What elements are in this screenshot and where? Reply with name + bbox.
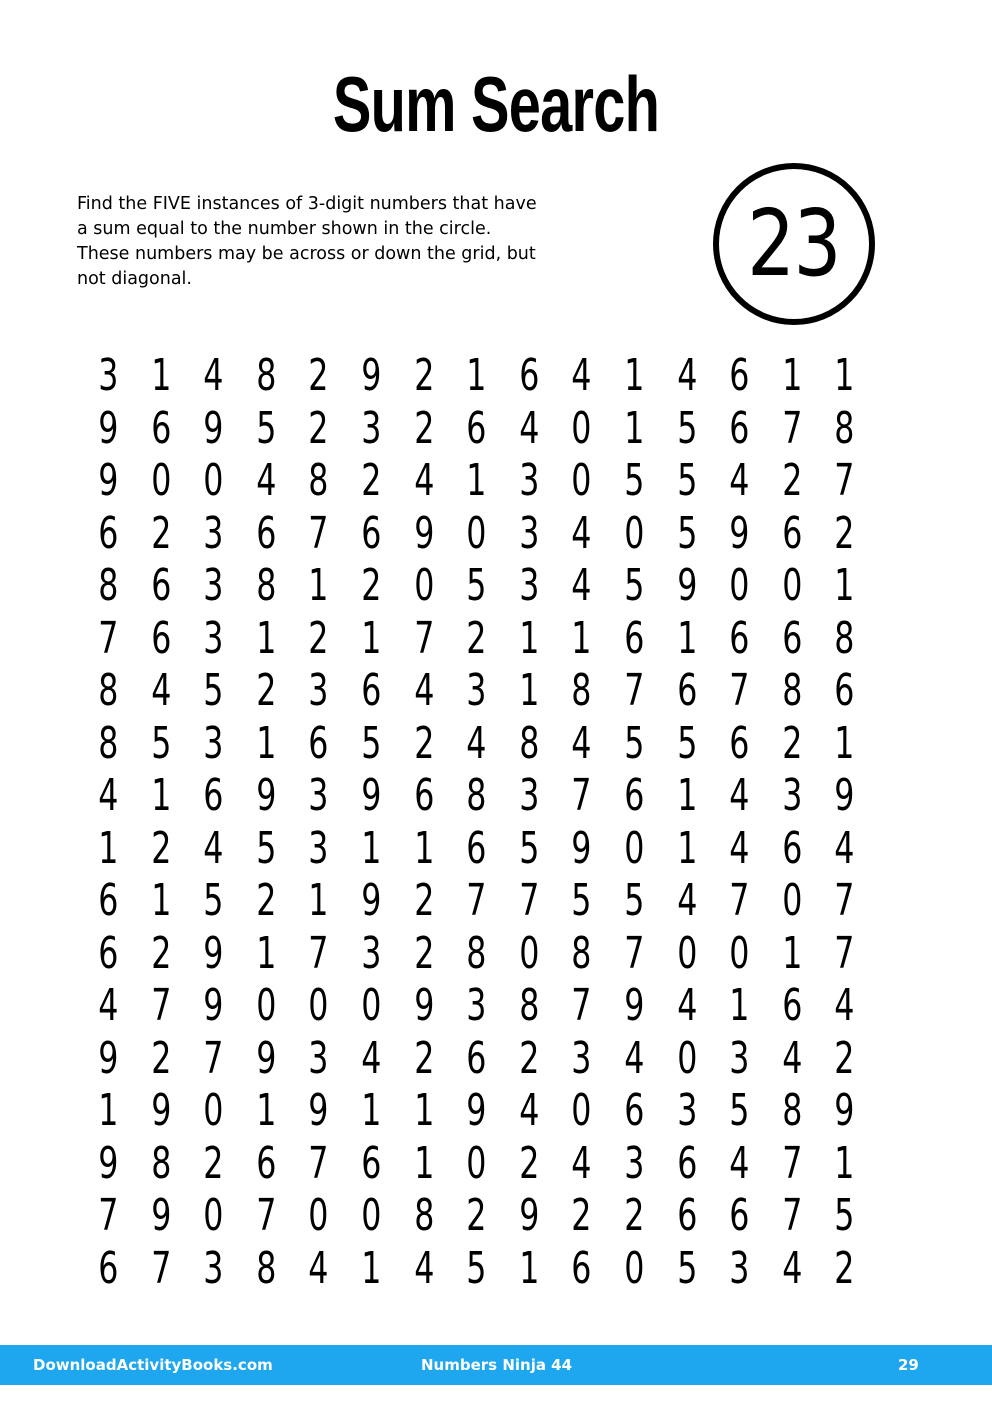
grid-cell[interactable]: 8 [466, 770, 487, 822]
grid-cell[interactable]: 8 [466, 927, 487, 979]
grid-cell[interactable]: 7 [571, 770, 592, 822]
grid-cell[interactable]: 6 [781, 822, 803, 874]
grid-cell[interactable]: 0 [624, 822, 645, 874]
grid-cell[interactable]: 2 [361, 560, 382, 612]
grid-cell[interactable]: 1 [255, 612, 277, 664]
grid-cell[interactable]: 7 [308, 507, 329, 559]
grid-cell[interactable]: 5 [203, 875, 224, 927]
grid-cell[interactable]: 0 [255, 980, 277, 1032]
grid-cell[interactable]: 3 [518, 770, 540, 822]
grid-cell[interactable]: 1 [466, 455, 487, 507]
grid-cell[interactable]: 2 [834, 1032, 855, 1084]
grid-cell[interactable]: 1 [413, 1085, 434, 1137]
grid-cell[interactable]: 7 [834, 875, 855, 927]
grid-cell[interactable]: 6 [150, 612, 171, 664]
grid-cell[interactable]: 0 [729, 560, 750, 612]
grid-cell[interactable]: 8 [518, 980, 540, 1032]
grid-cell[interactable]: 6 [676, 1190, 697, 1242]
instructions-text: Find the FIVE instances of 3-digit numbers that have a sum equal to the number shown in the circle. These numbers may be across or down the grid, but not diagonal. [77, 194, 537, 289]
grid-cell[interactable]: 8 [571, 665, 592, 717]
grid-cell[interactable]: 7 [624, 665, 645, 717]
grid-cell[interactable]: 9 [834, 770, 855, 822]
grid-cell[interactable]: 7 [781, 1190, 803, 1242]
grid-cell[interactable]: 0 [308, 980, 329, 1032]
grid-cell[interactable]: 7 [834, 927, 855, 979]
grid-cell[interactable]: 4 [571, 1137, 592, 1189]
grid-cell[interactable]: 6 [466, 402, 487, 454]
grid-cell[interactable]: 8 [255, 350, 277, 402]
grid-cell[interactable]: 2 [150, 507, 171, 559]
grid-cell[interactable]: 1 [781, 927, 803, 979]
grid-cell[interactable]: 9 [255, 770, 277, 822]
grid-cell[interactable]: 1 [98, 822, 119, 874]
grid-cell[interactable]: 4 [518, 402, 540, 454]
grid-cell[interactable]: 6 [466, 1032, 487, 1084]
grid-cell[interactable]: 6 [624, 612, 645, 664]
target-sum-circle [713, 163, 875, 325]
grid-cell[interactable]: 1 [518, 612, 540, 664]
grid-cell[interactable]: 1 [466, 350, 487, 402]
grid-cell[interactable]: 2 [203, 1137, 224, 1189]
grid-cell[interactable]: 2 [781, 455, 803, 507]
grid-cell[interactable]: 4 [98, 980, 119, 1032]
grid-cell[interactable]: 2 [308, 612, 329, 664]
grid-cell[interactable]: 8 [255, 1242, 277, 1294]
grid-cell[interactable]: 2 [255, 665, 277, 717]
grid-cell[interactable]: 1 [98, 1085, 119, 1137]
grid-cell[interactable]: 7 [781, 402, 803, 454]
grid-cell[interactable]: 0 [466, 507, 487, 559]
grid-cell[interactable]: 2 [413, 927, 434, 979]
grid-cell[interactable]: 2 [413, 1032, 434, 1084]
grid-cell[interactable]: 2 [413, 875, 434, 927]
grid-cell[interactable]: 8 [413, 1190, 434, 1242]
grid-cell[interactable]: 6 [729, 612, 750, 664]
grid-cell[interactable]: 3 [308, 770, 329, 822]
grid-cell[interactable]: 0 [361, 980, 382, 1032]
grid-cell[interactable]: 9 [518, 1190, 540, 1242]
grid-cell[interactable]: 4 [203, 350, 224, 402]
grid-cell[interactable]: 8 [98, 717, 119, 769]
grid-cell[interactable]: 4 [834, 822, 855, 874]
grid-cell[interactable]: 6 [413, 770, 434, 822]
grid-cell[interactable]: 8 [518, 717, 540, 769]
grid-cell[interactable]: 4 [203, 822, 224, 874]
grid-cell[interactable]: 4 [834, 980, 855, 1032]
grid-cell[interactable]: 9 [361, 770, 382, 822]
grid-cell[interactable]: 7 [781, 1137, 803, 1189]
grid-cell[interactable]: 3 [729, 1242, 750, 1294]
grid-cell[interactable]: 5 [624, 455, 645, 507]
grid-cell[interactable]: 4 [676, 350, 697, 402]
page-title: Sum Search [332, 60, 660, 148]
grid-cell[interactable]: 6 [518, 350, 540, 402]
grid-cell[interactable]: 6 [308, 717, 329, 769]
grid-cell[interactable]: 7 [413, 612, 434, 664]
grid-cell[interactable]: 9 [203, 402, 224, 454]
grid-cell[interactable]: 9 [361, 875, 382, 927]
grid-cell[interactable]: 4 [518, 1085, 540, 1137]
grid-cell[interactable]: 2 [308, 402, 329, 454]
grid-cell[interactable]: 7 [834, 455, 855, 507]
grid-cell[interactable]: 9 [413, 507, 434, 559]
grid-cell[interactable]: 5 [729, 1085, 750, 1137]
grid-cell[interactable]: 5 [466, 560, 487, 612]
grid-cell[interactable]: 8 [255, 560, 277, 612]
grid-cell[interactable]: 1 [676, 822, 697, 874]
grid-cell[interactable]: 3 [518, 507, 540, 559]
grid-cell[interactable]: 0 [203, 1085, 224, 1137]
grid-cell[interactable]: 5 [571, 875, 592, 927]
grid-cell[interactable]: 0 [676, 1032, 697, 1084]
grid-cell[interactable]: 2 [150, 927, 171, 979]
grid-cell[interactable]: 2 [466, 612, 487, 664]
grid-cell[interactable]: 3 [571, 1032, 592, 1084]
grid-cell[interactable]: 4 [571, 350, 592, 402]
grid-cell[interactable]: 1 [361, 1242, 382, 1294]
grid-cell[interactable]: 2 [150, 1032, 171, 1084]
grid-cell[interactable]: 6 [150, 402, 171, 454]
grid-cell[interactable]: 1 [834, 1137, 855, 1189]
grid-cell[interactable]: 6 [98, 507, 119, 559]
grid-cell[interactable]: 1 [729, 980, 750, 1032]
grid-cell[interactable]: 8 [98, 665, 119, 717]
grid-cell[interactable]: 3 [729, 1032, 750, 1084]
grid-cell[interactable]: 4 [571, 507, 592, 559]
grid-cell[interactable]: 4 [729, 1137, 750, 1189]
footer-page-number: 29 [898, 1356, 919, 1374]
grid-cell[interactable]: 9 [624, 980, 645, 1032]
grid-cell[interactable]: 1 [624, 350, 645, 402]
grid-cell[interactable]: 6 [203, 770, 224, 822]
grid-cell[interactable]: 5 [466, 1242, 487, 1294]
grid-cell[interactable]: 4 [729, 822, 750, 874]
grid-cell[interactable]: 3 [308, 1032, 329, 1084]
grid-cell[interactable]: 5 [676, 455, 697, 507]
grid-cell[interactable]: 6 [729, 402, 750, 454]
grid-cell[interactable]: 1 [308, 560, 329, 612]
grid-cell[interactable]: 4 [676, 875, 697, 927]
grid-cell[interactable]: 0 [518, 927, 540, 979]
grid-cell[interactable]: 8 [150, 1137, 171, 1189]
footer-bar [0, 1345, 992, 1385]
grid-cell[interactable]: 0 [729, 927, 750, 979]
grid-cell[interactable]: 0 [624, 1242, 645, 1294]
grid-cell[interactable]: 4 [466, 717, 487, 769]
grid-cell[interactable]: 6 [676, 665, 697, 717]
grid-cell[interactable]: 4 [729, 770, 750, 822]
footer-book-title: Numbers Ninja 44 [421, 1356, 573, 1374]
grid-cell[interactable]: 3 [518, 560, 540, 612]
grid-cell[interactable]: 3 [781, 770, 803, 822]
grid-cell[interactable]: 9 [729, 507, 750, 559]
grid-cell[interactable]: 1 [834, 560, 855, 612]
grid-cell[interactable]: 2 [834, 1242, 855, 1294]
grid-cell[interactable]: 3 [308, 665, 329, 717]
grid-cell[interactable]: 5 [834, 1190, 855, 1242]
grid-cell[interactable]: 2 [834, 507, 855, 559]
grid-cell[interactable]: 2 [466, 1190, 487, 1242]
grid-cell[interactable]: 0 [571, 455, 592, 507]
grid-cell[interactable]: 0 [413, 560, 434, 612]
grid-cell[interactable]: 9 [98, 1032, 119, 1084]
grid-cell[interactable]: 1 [413, 822, 434, 874]
grid-cell[interactable]: 1 [255, 1085, 277, 1137]
grid-cell[interactable]: 6 [98, 1242, 119, 1294]
grid-cell[interactable]: 4 [413, 1242, 434, 1294]
grid-cell[interactable]: 8 [781, 665, 803, 717]
grid-cell[interactable]: 2 [413, 717, 434, 769]
grid-cell[interactable]: 8 [834, 402, 855, 454]
grid-cell[interactable]: 1 [361, 612, 382, 664]
grid-cell[interactable]: 6 [781, 980, 803, 1032]
grid-cell[interactable]: 9 [98, 455, 119, 507]
grid-cell[interactable]: 1 [571, 612, 592, 664]
grid-cell[interactable]: 9 [98, 402, 119, 454]
grid-cell[interactable]: 5 [624, 717, 645, 769]
grid-cell[interactable]: 5 [518, 822, 540, 874]
target-sum-number: 23 [747, 190, 841, 297]
grid-cell[interactable]: 9 [150, 1085, 171, 1137]
grid-cell[interactable]: 3 [466, 980, 487, 1032]
grid-cell[interactable]: 6 [571, 1242, 592, 1294]
grid-cell[interactable]: 7 [729, 665, 750, 717]
grid-cell[interactable]: 5 [150, 717, 171, 769]
grid-cell[interactable]: 7 [150, 1242, 171, 1294]
grid-cell[interactable]: 3 [624, 1137, 645, 1189]
grid-cell[interactable]: 7 [98, 1190, 119, 1242]
grid-cell[interactable]: 0 [466, 1137, 487, 1189]
grid-cell[interactable]: 3 [308, 822, 329, 874]
grid-cell[interactable]: 4 [781, 1032, 803, 1084]
grid-cell[interactable]: 7 [255, 1190, 277, 1242]
grid-cell[interactable]: 3 [203, 560, 224, 612]
grid-cell[interactable]: 6 [781, 507, 803, 559]
grid-cell[interactable]: 4 [781, 1242, 803, 1294]
grid-cell[interactable]: 4 [729, 455, 750, 507]
grid-cell[interactable]: 6 [98, 875, 119, 927]
grid-cell[interactable]: 9 [308, 1085, 329, 1137]
grid-cell[interactable]: 9 [255, 1032, 277, 1084]
grid-cell[interactable]: 1 [518, 1242, 540, 1294]
grid-cell[interactable]: 0 [571, 1085, 592, 1137]
grid-cell[interactable]: 1 [150, 350, 171, 402]
grid-cell[interactable]: 4 [255, 455, 277, 507]
grid-cell[interactable]: 6 [150, 560, 171, 612]
grid-cell[interactable]: 2 [361, 455, 382, 507]
grid-cell[interactable]: 3 [361, 927, 382, 979]
grid-cell[interactable]: 1 [413, 1137, 434, 1189]
grid-cell[interactable]: 2 [308, 350, 329, 402]
grid-cell[interactable]: 1 [781, 350, 803, 402]
grid-cell[interactable]: 6 [624, 1085, 645, 1137]
grid-cell[interactable]: 3 [203, 612, 224, 664]
grid-cell[interactable]: 3 [203, 1242, 224, 1294]
grid-cell[interactable]: 9 [203, 980, 224, 1032]
grid-cell[interactable]: 1 [361, 822, 382, 874]
grid-cell[interactable]: 4 [308, 1242, 329, 1294]
grid-cell[interactable]: 7 [729, 875, 750, 927]
grid-cell[interactable]: 0 [203, 455, 224, 507]
grid-cell[interactable]: 3 [518, 455, 540, 507]
grid-cell[interactable]: 1 [150, 770, 171, 822]
grid-cell[interactable]: 6 [729, 350, 750, 402]
grid-cell[interactable]: 7 [308, 1137, 329, 1189]
grid-cell[interactable]: 7 [150, 980, 171, 1032]
grid-cell[interactable]: 0 [676, 927, 697, 979]
grid-cell[interactable]: 5 [676, 507, 697, 559]
grid-cell[interactable]: 0 [571, 402, 592, 454]
grid-cell[interactable]: 0 [308, 1190, 329, 1242]
grid-cell[interactable]: 9 [413, 980, 434, 1032]
grid-cell[interactable]: 0 [361, 1190, 382, 1242]
grid-cell[interactable]: 9 [571, 822, 592, 874]
grid-cell[interactable]: 6 [834, 665, 855, 717]
grid-cell[interactable]: 9 [203, 927, 224, 979]
grid-cell[interactable]: 1 [255, 717, 277, 769]
grid-cell[interactable]: 6 [729, 717, 750, 769]
grid-cell[interactable]: 2 [518, 1032, 540, 1084]
grid-cell[interactable]: 7 [308, 927, 329, 979]
grid-cell[interactable]: 3 [98, 350, 119, 402]
grid-cell[interactable]: 5 [624, 875, 645, 927]
grid-cell[interactable]: 4 [676, 980, 697, 1032]
grid-cell[interactable]: 4 [361, 1032, 382, 1084]
grid-cell[interactable]: 6 [98, 927, 119, 979]
grid-cell[interactable]: 5 [624, 560, 645, 612]
grid-cell[interactable]: 3 [466, 665, 487, 717]
number-grid [82, 350, 872, 1295]
grid-cell[interactable]: 0 [781, 560, 803, 612]
grid-cell[interactable]: 6 [729, 1190, 750, 1242]
footer-site-link[interactable]: DownloadActivityBooks.com [33, 1356, 273, 1374]
grid-cell[interactable]: 6 [255, 1137, 277, 1189]
grid-cell[interactable]: 7 [98, 612, 119, 664]
grid-cell[interactable]: 1 [676, 612, 697, 664]
grid-cell[interactable]: 2 [624, 1190, 645, 1242]
grid-cell[interactable]: 2 [413, 402, 434, 454]
grid-cell[interactable]: 5 [361, 717, 382, 769]
grid-cell[interactable]: 2 [150, 822, 171, 874]
grid-cell[interactable]: 1 [255, 927, 277, 979]
grid-cell[interactable]: 6 [361, 1137, 382, 1189]
grid-cell[interactable]: 7 [571, 980, 592, 1032]
grid-cell[interactable]: 9 [676, 560, 697, 612]
grid-cell[interactable]: 4 [150, 665, 171, 717]
grid-cell[interactable]: 8 [98, 560, 119, 612]
grid-cell[interactable]: 1 [834, 350, 855, 402]
grid-cell[interactable]: 6 [361, 507, 382, 559]
grid-cell[interactable]: 3 [203, 717, 224, 769]
grid-cell[interactable]: 6 [676, 1137, 697, 1189]
grid-cell[interactable]: 8 [781, 1085, 803, 1137]
grid-cell[interactable]: 6 [361, 665, 382, 717]
grid-cell[interactable]: 2 [571, 1190, 592, 1242]
grid-cell[interactable]: 6 [624, 770, 645, 822]
grid-cell[interactable]: 1 [676, 770, 697, 822]
grid-cell[interactable]: 9 [150, 1190, 171, 1242]
grid-cell[interactable]: 1 [624, 402, 645, 454]
grid-cell[interactable]: 7 [518, 875, 540, 927]
grid-cell[interactable]: 4 [413, 455, 434, 507]
grid-cell[interactable]: 6 [255, 507, 277, 559]
grid-cell[interactable]: 4 [624, 1032, 645, 1084]
grid-cell[interactable]: 8 [834, 612, 855, 664]
grid-cell[interactable]: 3 [203, 507, 224, 559]
grid-cell[interactable]: 1 [308, 875, 329, 927]
grid-cell[interactable]: 5 [676, 1242, 697, 1294]
grid-cell[interactable]: 5 [676, 402, 697, 454]
grid-cell[interactable]: 2 [413, 350, 434, 402]
grid-cell[interactable]: 5 [676, 717, 697, 769]
grid-cell[interactable]: 2 [518, 1137, 540, 1189]
grid-cell[interactable]: 0 [203, 1190, 224, 1242]
grid-cell[interactable]: 5 [255, 822, 277, 874]
grid-cell[interactable]: 3 [361, 402, 382, 454]
grid-cell[interactable]: 1 [361, 1085, 382, 1137]
grid-cell[interactable]: 7 [203, 1032, 224, 1084]
grid-cell[interactable]: 8 [308, 455, 329, 507]
grid-cell[interactable]: 4 [98, 770, 119, 822]
grid-cell[interactable]: 4 [571, 717, 592, 769]
grid-cell[interactable]: 9 [361, 350, 382, 402]
grid-cell[interactable]: 7 [624, 927, 645, 979]
grid-cell[interactable]: 1 [834, 717, 855, 769]
grid-cell[interactable]: 4 [571, 560, 592, 612]
grid-cell[interactable]: 0 [624, 507, 645, 559]
grid-cell[interactable]: 0 [150, 455, 171, 507]
grid-cell[interactable]: 0 [781, 875, 803, 927]
grid-cell[interactable]: 1 [518, 665, 540, 717]
grid-cell[interactable]: 2 [781, 717, 803, 769]
grid-cell[interactable]: 7 [466, 875, 487, 927]
grid-cell[interactable]: 3 [676, 1085, 697, 1137]
grid-cell[interactable]: 2 [255, 875, 277, 927]
grid-cell[interactable]: 4 [413, 665, 434, 717]
grid-cell[interactable]: 6 [466, 822, 487, 874]
grid-cell[interactable]: 9 [466, 1085, 487, 1137]
grid-cell[interactable]: 5 [255, 402, 277, 454]
grid-cell[interactable]: 8 [571, 927, 592, 979]
grid-cell[interactable]: 1 [150, 875, 171, 927]
grid-cell[interactable]: 6 [781, 612, 803, 664]
grid-cell[interactable]: 5 [203, 665, 224, 717]
grid-cell[interactable]: 9 [98, 1137, 119, 1189]
grid-cell[interactable]: 9 [834, 1085, 855, 1137]
